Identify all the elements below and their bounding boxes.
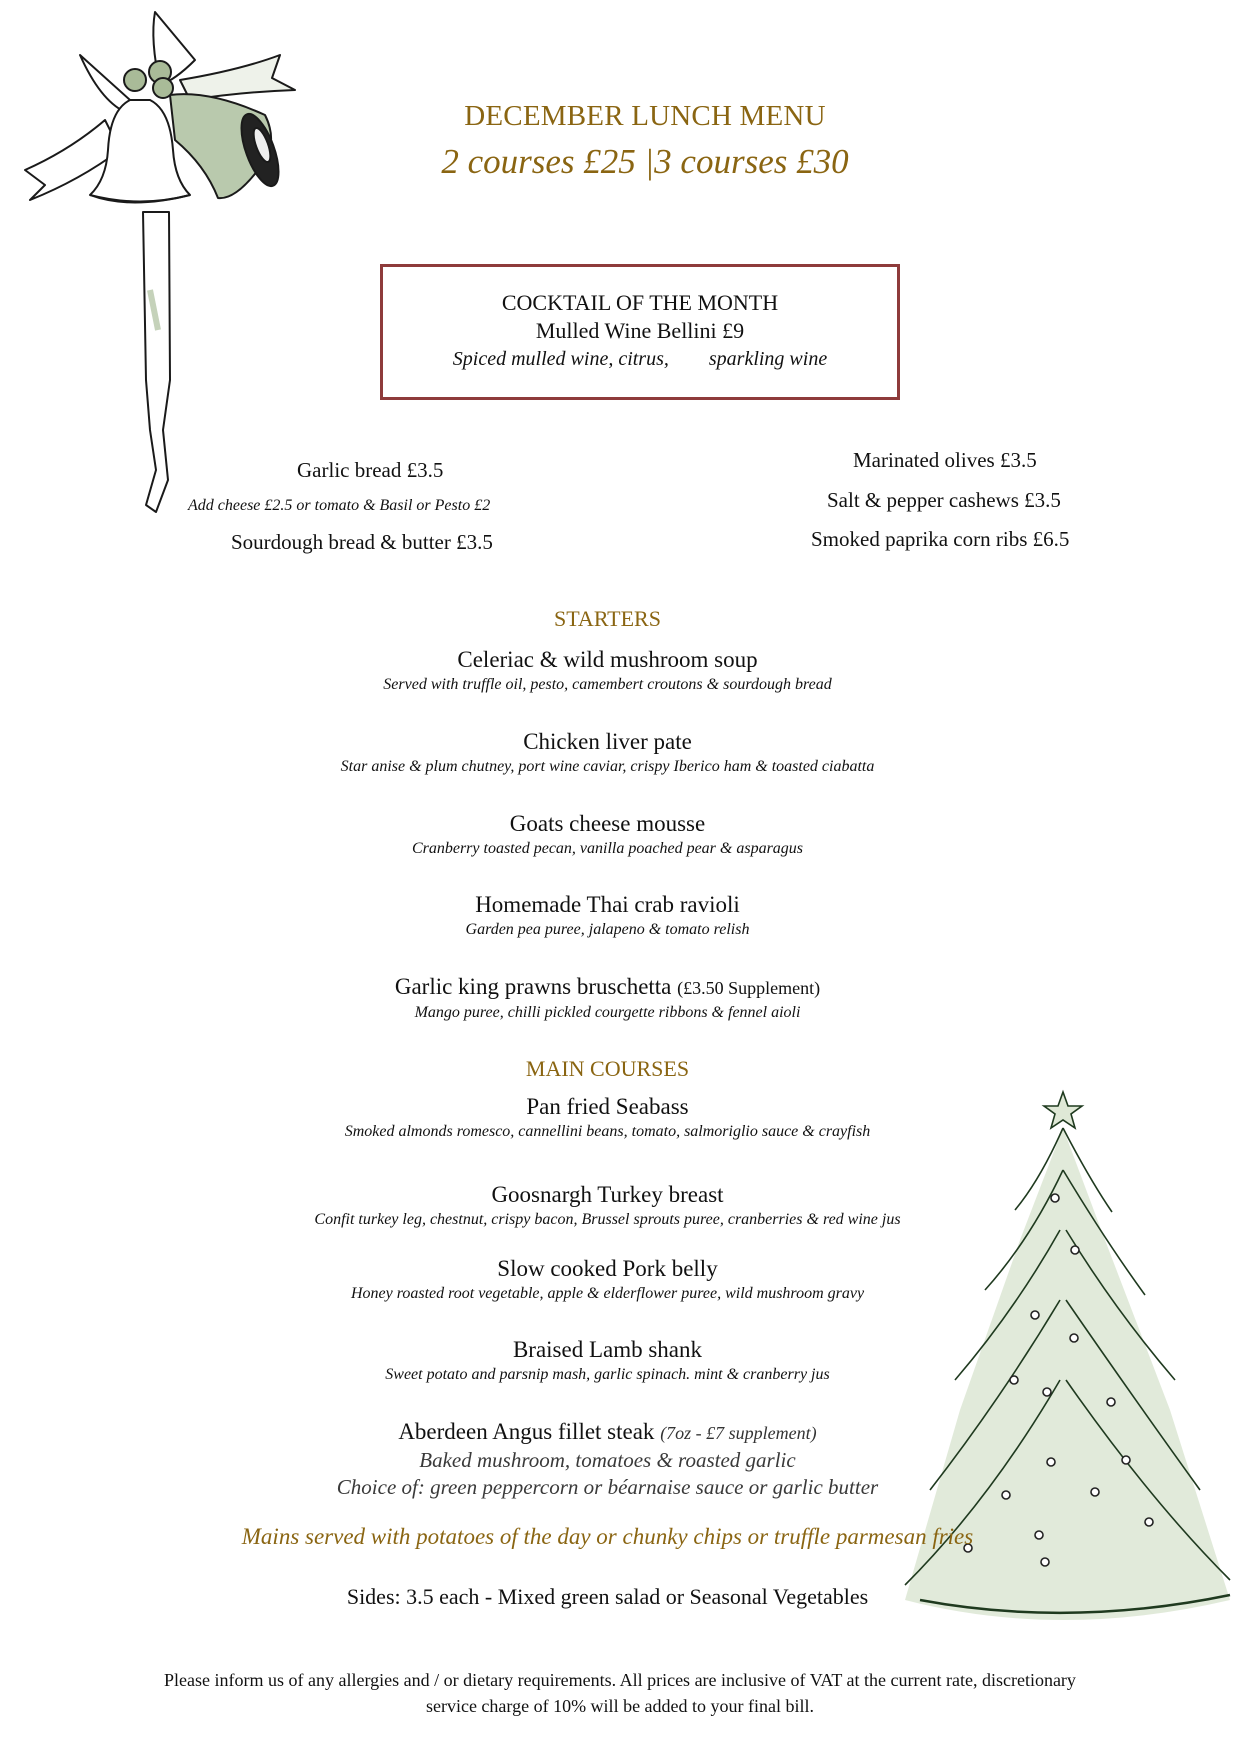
nibble-sourdough: Sourdough bread & butter £3.5 [231,530,493,554]
main-item: Aberdeen Angus fillet steak (7oz - £7 supplement) Baked mushroom, tomatoes & roasted garlic Choice of: green peppercorn or béarnaise sauce or garlic butter [336,1419,879,1499]
starter-item: Celeriac & wild mushroom soup Served with truffle oil, pesto, camembert croutons & sourdough bread [383,647,832,693]
bells-with-ribbon-icon [10,0,300,520]
starter-item: Garlic king prawns bruschetta (£3.50 Supplement) Mango puree, chilli pickled courgette ribbons & fennel aioli [394,974,821,1021]
nibble-olives: Marinated olives £3.5 [853,448,1037,472]
cocktail-name: Mulled Wine Bellini £9 [535,318,745,343]
nibble-addons-note: Add cheese £2.5 or tomato & Basil or Pesto £2 [188,497,491,514]
cocktail-of-the-month-box [380,264,900,400]
supplement-note: (£3.50 Supplement) [677,978,821,998]
starters-heading: STARTERS [554,606,661,631]
starter-item: Chicken liver pate Star anise & plum chutney, port wine caviar, crispy Iberico ham & toasted ciabatta [340,729,875,775]
nibble-cashews: Salt & pepper cashews £3.5 [827,488,1061,512]
nibble-corn-ribs: Smoked paprika corn ribs £6.5 [811,527,1070,551]
main-item: Braised Lamb shank Sweet potato and parsnip mash, garlic spinach. mint & cranberry jus [385,1337,830,1383]
menu-price-subtitle: 2 courses £25 |3 courses £30 [441,142,849,181]
menu-title: DECEMBER LUNCH MENU [464,100,826,132]
main-item: Slow cooked Pork belly Honey roasted root vegetable, apple & elderflower puree, wild mushroom gravy [350,1256,865,1302]
main-item: Pan fried Seabass Smoked almonds romesco, cannellini beans, tomato, salmoriglio sauce & crayfish [344,1094,871,1140]
supplement-note: (7oz - £7 supplement) [660,1423,817,1443]
starter-item: Homemade Thai crab ravioli Garden pea puree, jalapeno & tomato relish [465,892,750,938]
cocktail-heading: COCKTAIL OF THE MONTH [501,290,779,315]
main-courses-heading: MAIN COURSES [525,1056,690,1081]
nibble-garlic-bread: Garlic bread £3.5 [297,458,444,482]
cocktail-description: Spiced mulled wine, citrus, sparkling wine [452,348,828,370]
starter-item: Goats cheese mousse Cranberry toasted pecan, vanilla poached pear & asparagus [411,811,804,857]
mains-served-with-note: Mains served with potatoes of the day or chunky chips or truffle parmesan fries [241,1524,974,1549]
sides-line: Sides: 3.5 each - Mixed green salad or Seasonal Vegetables [346,1584,869,1609]
main-item: Goosnargh Turkey breast Confit turkey leg, chestnut, crispy bacon, Brussel sprouts puree, cranberries & red wine jus [314,1182,901,1228]
allergy-service-footer: Please inform us of any allergies and / or dietary requirements. All prices are inclusive of VAT at the current rate, discretionary service charge of 10% will be added to your final bill. [164,1670,1076,1716]
